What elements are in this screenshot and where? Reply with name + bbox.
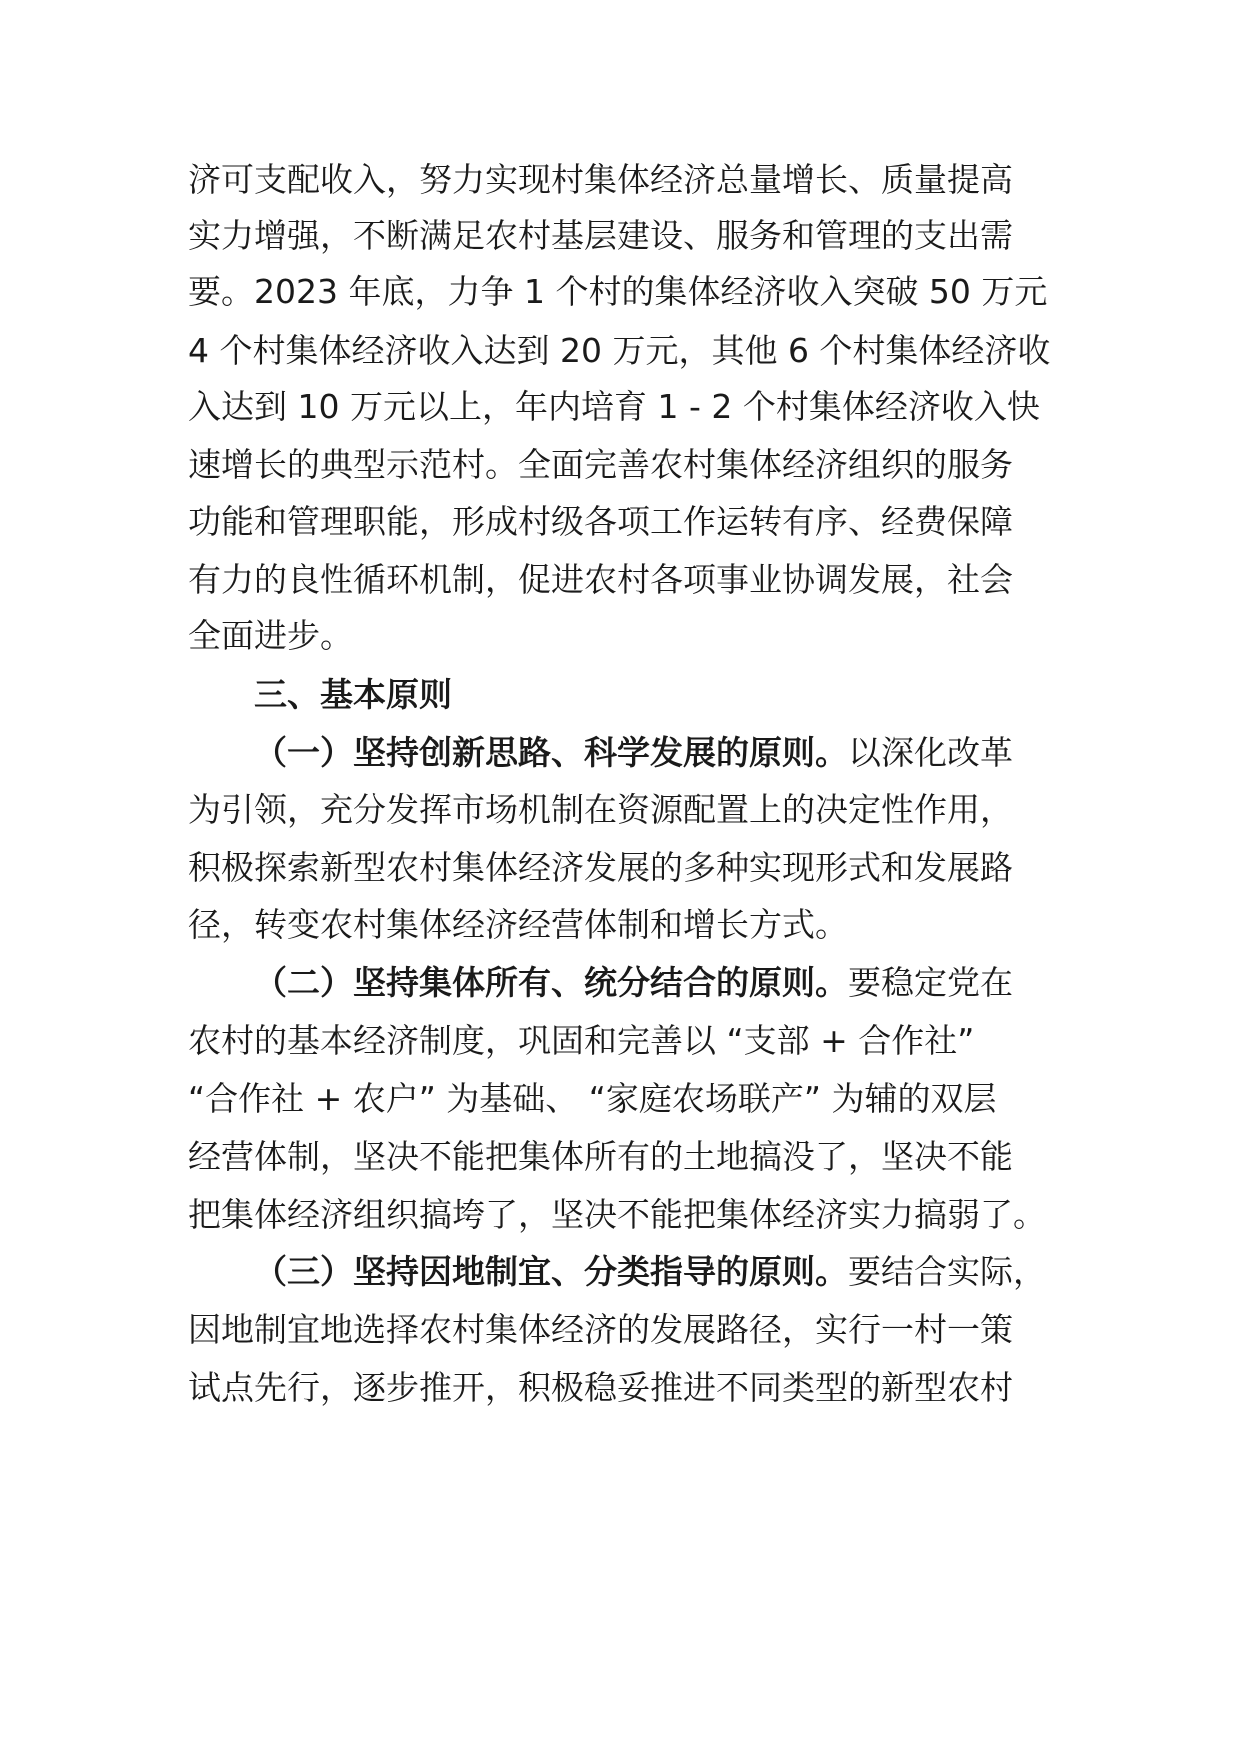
principle-2-line-4: 经营体制，坚决不能把集体所有的土地搞没了，坚决不能 bbox=[188, 1137, 1013, 1176]
principle-1-line-2: 为引领，充分发挥市场机制在资源配置上的决定性作用， bbox=[188, 790, 1013, 829]
body-line-1: 济可支配收入，努力实现村集体经济总量增长、质量提高 bbox=[188, 160, 1013, 199]
body-line-9: 全面进步。 bbox=[188, 616, 353, 655]
body-line-5: 入达到 10 万元以上，年内培育 1 - 2 个村集体经济收入快 bbox=[188, 387, 1040, 426]
body-line-7: 功能和管理职能，形成村级各项工作运转有序、经费保障 bbox=[188, 502, 1013, 541]
principle-3-heading: （三）坚持因地制宜、分类指导的原则。 bbox=[254, 1252, 848, 1291]
body-line-2: 实力增强，不断满足农村基层建设、服务和管理的支出需 bbox=[188, 216, 1013, 255]
body-line-8: 有力的良性循环机制，促进农村各项事业协调发展，社会 bbox=[188, 560, 1013, 599]
principle-2-line-2: 农村的基本经济制度，巩固和完善以 “支部 + 合作社” bbox=[188, 1021, 975, 1060]
principle-2-line-3: “合作社 + 农户” 为基础、 “家庭农场联产” 为辅的双层 bbox=[188, 1079, 997, 1118]
principle-3-tail: 要结合实际， bbox=[848, 1252, 1046, 1291]
principle-3-line-3: 试点先行，逐步推开，积极稳妥推进不同类型的新型农村 bbox=[188, 1368, 1013, 1407]
principle-2-heading: （二）坚持集体所有、统分结合的原则。 bbox=[254, 963, 848, 1002]
principle-1-first-line bbox=[254, 733, 1013, 773]
principle-1-line-3: 积极探索新型农村集体经济发展的多种实现形式和发展路 bbox=[188, 848, 1013, 887]
principle-1-line-4: 径，转变农村集体经济经营体制和增长方式。 bbox=[188, 905, 848, 944]
principle-2-first-line bbox=[254, 963, 1013, 1003]
principle-2-tail: 要稳定党在 bbox=[848, 963, 1013, 1002]
principle-1-tail: 以深化改革 bbox=[848, 733, 1013, 772]
principle-3-first-line bbox=[254, 1252, 1046, 1292]
body-line-4: 4 个村集体经济收入达到 20 万元，其他 6 个村集体经济收 bbox=[188, 331, 1051, 370]
body-line-3: 要。2023 年底，力争 1 个村的集体经济收入突破 50 万元 bbox=[188, 272, 1048, 311]
body-line-6: 速增长的典型示范村。全面完善农村集体经济组织的服务 bbox=[188, 445, 1013, 484]
principle-3-line-2: 因地制宜地选择农村集体经济的发展路径，实行一村一策 bbox=[188, 1310, 1013, 1349]
principle-2-line-5: 把集体经济组织搞垮了，坚决不能把集体经济实力搞弱了。 bbox=[188, 1195, 1046, 1234]
principle-1-heading: （一）坚持创新思路、科学发展的原则。 bbox=[254, 733, 848, 772]
section-heading: 三、基本原则 bbox=[254, 675, 452, 714]
